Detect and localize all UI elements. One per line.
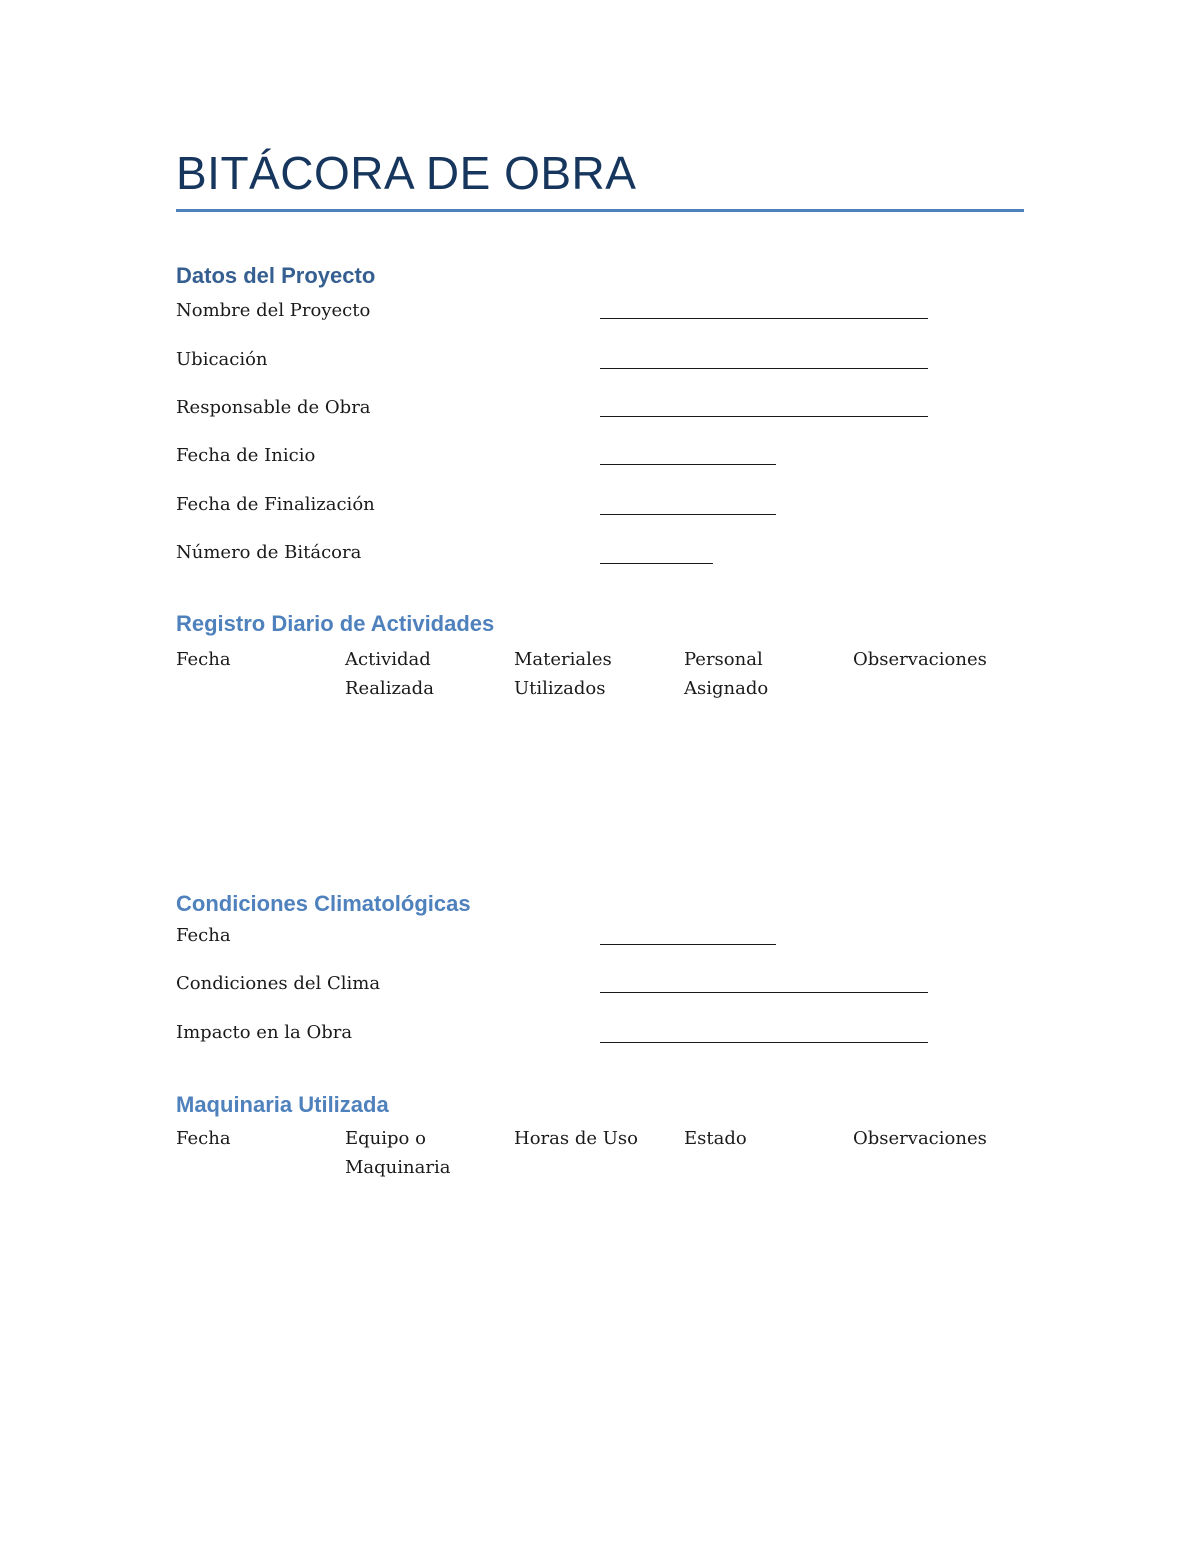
weather-date-blank[interactable] bbox=[600, 944, 776, 945]
daily-col-staff: Personal Asignado bbox=[684, 649, 769, 699]
machinery-col-hours: Horas de Uso bbox=[514, 1128, 638, 1149]
log-number-blank[interactable] bbox=[600, 563, 713, 564]
project-name-blank[interactable] bbox=[600, 318, 928, 319]
daily-col-date: Fecha bbox=[176, 649, 231, 670]
daily-log-heading: Registro Diario de Actividades bbox=[176, 611, 495, 636]
project-heading: Datos del Proyecto bbox=[176, 263, 376, 288]
daily-col-activity: Actividad Realizada bbox=[345, 649, 434, 699]
impact-blank[interactable] bbox=[600, 1042, 928, 1043]
location-blank[interactable] bbox=[600, 368, 928, 369]
end-date-blank[interactable] bbox=[600, 514, 776, 515]
field-label-log-number: Número de Bitácora bbox=[176, 542, 362, 563]
responsible-blank[interactable] bbox=[600, 416, 928, 417]
daily-col-materials: Materiales Utilizados bbox=[514, 649, 612, 699]
machinery-col-date: Fecha bbox=[176, 1128, 231, 1149]
field-label-impact: Impacto en la Obra bbox=[176, 1022, 353, 1043]
machinery-col-status: Estado bbox=[684, 1128, 747, 1149]
title-underline bbox=[176, 209, 1024, 212]
machinery-col-equipment: Equipo o Maquinaria bbox=[345, 1128, 451, 1178]
field-label-start-date: Fecha de Inicio bbox=[176, 445, 316, 466]
start-date-blank[interactable] bbox=[600, 464, 776, 465]
field-label-weather-date: Fecha bbox=[176, 925, 231, 946]
field-label-weather-conditions: Condiciones del Clima bbox=[176, 973, 381, 994]
weather-conditions-blank[interactable] bbox=[600, 992, 928, 993]
field-label-end-date: Fecha de Finalización bbox=[176, 494, 375, 515]
machinery-col-notes: Observaciones bbox=[853, 1128, 987, 1149]
field-label-responsible: Responsable de Obra bbox=[176, 397, 371, 418]
field-label-project-name: Nombre del Proyecto bbox=[176, 300, 371, 321]
field-label-location: Ubicación bbox=[176, 349, 268, 370]
machinery-heading: Maquinaria Utilizada bbox=[176, 1092, 389, 1117]
weather-heading: Condiciones Climatológicas bbox=[176, 891, 471, 916]
daily-col-notes: Observaciones bbox=[853, 649, 987, 670]
document-title: BITÁCORA DE OBRA bbox=[176, 147, 637, 199]
